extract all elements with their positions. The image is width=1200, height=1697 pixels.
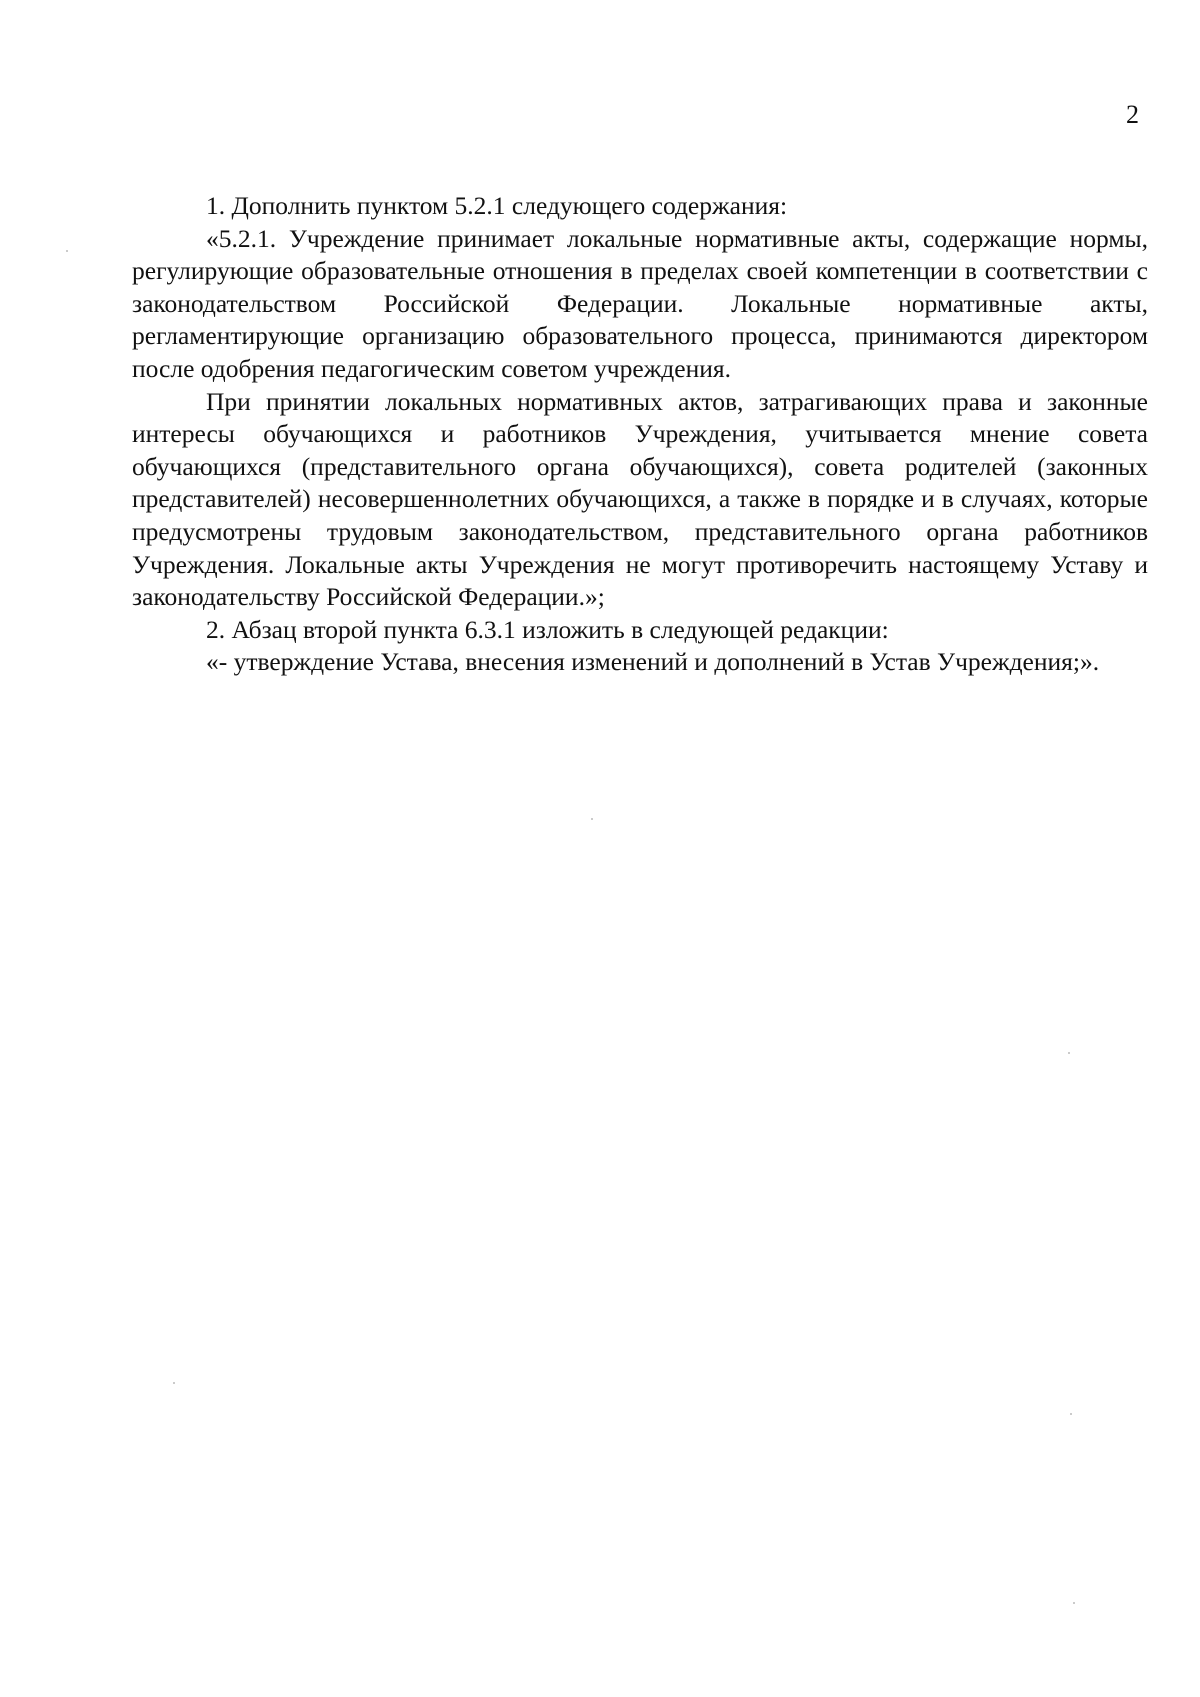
scan-speck: [173, 1382, 175, 1384]
scan-speck: [66, 250, 68, 252]
paragraph-charter-approval: «- утверждение Устава, внесения изменений и дополнений в Устав Учреждения;».: [206, 647, 1100, 677]
paragraph-clause-5-2-1: «5.2.1. Учреждение принимает локальные нормативные акты, содержащие нормы, регулирующие образовательные отношения в пределах своей компетенции в соответствии с законодательством Российской Федерации. Локальные нормативные акты, регламентирующие организацию образовательного процесса, принимаются директором после одобрения педагогическим советом учреждения.: [132, 223, 1148, 383]
document-body: [132, 190, 1148, 679]
paragraph-local-acts-adoption: При принятии локальных нормативных актов, затрагивающих права и законные интересы обучающихся и работников Учреждения, учитывается мнение совета обучающихся (представительного органа обучающихся), совета родителей (законных представителей) несовершеннолетних обучающихся, а также в порядке и в случаях, которые предусмотрены трудовым законодательством, представительного органа работников Учреждения. Локальные акты Учреждения не могут противоречить настоящему Уставу и законодательству Российской Федерации.»;: [132, 386, 1148, 612]
paragraph-amendment-1-intro: 1. Дополнить пунктом 5.2.1 следующего содержания:: [206, 191, 788, 220]
scan-speck: [1070, 1413, 1072, 1415]
scan-speck: [1073, 1602, 1075, 1604]
page-number: 2: [1126, 100, 1139, 129]
paragraph-amendment-2-intro: 2. Абзац второй пункта 6.3.1 изложить в следующей редакции:: [206, 614, 889, 644]
scan-speck: [1068, 1052, 1070, 1054]
scan-speck: [591, 818, 593, 820]
